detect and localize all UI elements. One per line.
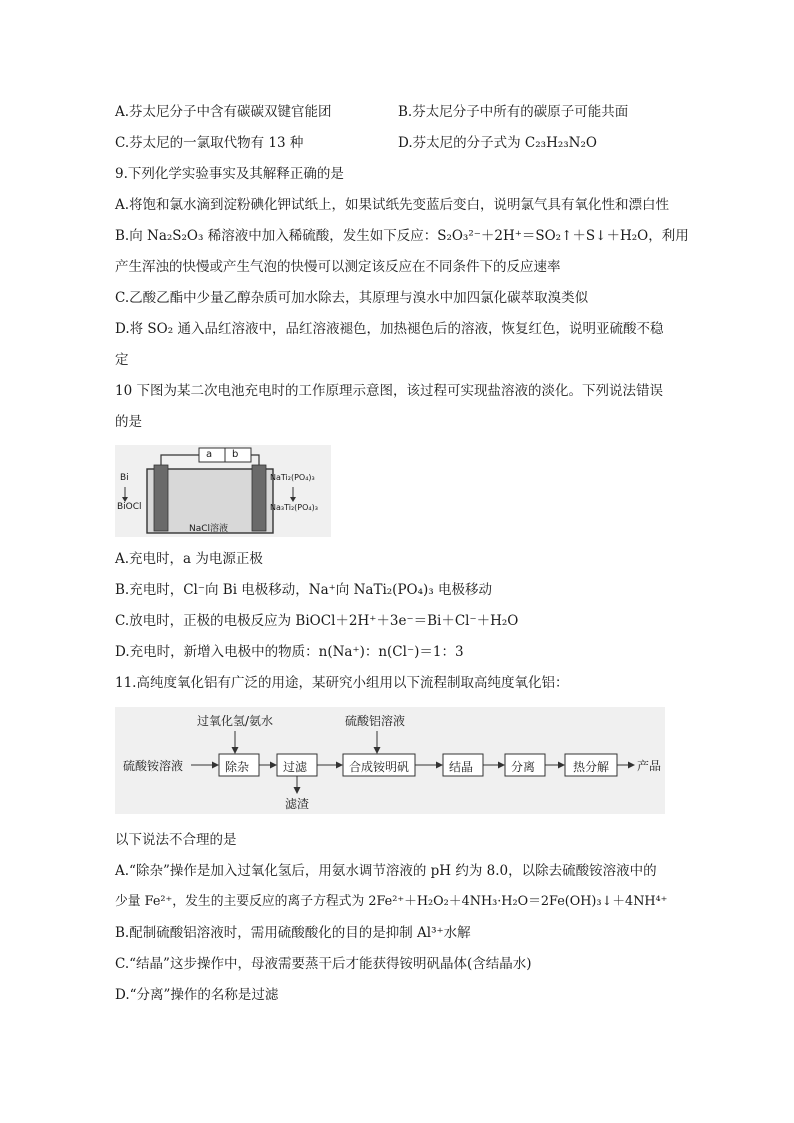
residue-label: 滤渣: [285, 797, 310, 811]
q10-stem-line1: 10 下图为某二次电池充电时的工作原理示意图，该过程可实现盐溶液的淡化。下列说法错误: [115, 383, 663, 399]
box5-label: 分离: [511, 760, 536, 774]
reagent1-label: 过氧化氢/氨水: [197, 714, 274, 728]
reagent2-label: 硫酸铝溶液: [345, 714, 406, 728]
q11-option-b: B.配制硫酸铝溶液时，需用硫酸酸化的目的是抑制 Al³⁺水解: [115, 925, 471, 941]
right-arrow-head: [290, 497, 296, 502]
q9-option-c: C.乙酸乙酯中少量乙醇杂质可加水除去，其原理与溴水中加四氯化碳萃取溴类似: [115, 290, 589, 306]
q9-option-b-line1: B.向 Na₂S₂O₃ 稀溶液中加入稀硫酸，发生如下反应：S₂O₃²⁻＋2H⁺＝SO₂↑＋S↓＋H₂O，利用: [115, 228, 689, 244]
q11-option-c: C.“结晶”这步操作中，母液需要蒸干后才能获得铵明矾晶体(含结晶水): [115, 956, 532, 972]
q8-option-a: A.芬太尼分子中含有碳碳双键官能团: [115, 104, 332, 120]
q10-option-b: B.充电时，Cl⁻向 Bi 电极移动，Na⁺向 NaTi₂(PO₄)₃ 电极移动: [115, 582, 492, 598]
q9-stem: 9.下列化学实验事实及其解释正确的是: [115, 166, 344, 182]
q8-option-d: D.芬太尼的分子式为 C₂₃H₂₃N₂O: [398, 135, 597, 151]
q9-option-d-line2: 定: [115, 352, 129, 368]
na3tipo-label: Na₃Ti₂(PO₄)₃: [270, 503, 318, 512]
flow-diagram: [115, 707, 665, 814]
terminal-b-label: b: [232, 449, 239, 460]
box1-label: 除杂: [225, 760, 250, 774]
q10-option-c: C.放电时，正极的电极反应为 BiOCl＋2H⁺＋3e⁻＝Bi＋Cl⁻＋H₂O: [115, 613, 519, 629]
biocl-label: BiOCl: [117, 502, 142, 512]
bi-electrode: [154, 465, 168, 531]
q8-option-c: C.芬太尼的一氯取代物有 13 种: [115, 135, 304, 151]
q11-stem: 11.高纯度氧化铝有广泛的用途，某研究小组用以下流程制取高纯度氧化铝：: [115, 675, 569, 691]
q11-lead: 以下说法不合理的是: [115, 832, 237, 848]
q11-option-d: D.“分离”操作的名称是过滤: [115, 987, 279, 1003]
q9-option-b-line2: 产生浑浊的快慢或产生气泡的快慢可以测定该反应在不同条件下的反应速率: [115, 259, 561, 275]
nacl-solution-label: NaCl溶液: [189, 524, 229, 534]
q10-stem-line2: 的是: [115, 414, 142, 430]
box6-label: 热分解: [573, 760, 610, 774]
q9-option-a: A.将饱和氯水滴到淀粉碘化钾试纸上，如果试纸先变蓝后变白，说明氯气具有氧化性和漂白性: [115, 197, 670, 213]
q10-option-a: A.充电时，a 为电源正极: [115, 551, 263, 567]
q11-option-a-line1: A.“除杂”操作是加入过氧化氢后，用氨水调节溶液的 pH 约为 8.0，以除去硫酸铵溶液中的: [115, 863, 657, 879]
bi-label: Bi: [120, 473, 129, 483]
box4-label: 结晶: [449, 760, 474, 774]
natipo-electrode: [252, 465, 266, 531]
box2-label: 过滤: [283, 760, 308, 774]
q10-option-d: D.充电时，新增入电极中的物质：n(Na⁺)：n(Cl⁻)＝1：3: [115, 644, 464, 660]
q8-option-b: B.芬太尼分子中所有的碳原子可能共面: [398, 104, 629, 120]
box3-label: 合成铵明矾: [349, 760, 410, 774]
battery-diagram: [115, 445, 331, 537]
start-label: 硫酸铵溶液: [123, 759, 184, 773]
terminal-a-label: a: [206, 449, 213, 460]
q11-option-a-line2: 少量 Fe²⁺，发生的主要反应的离子方程式为 2Fe²⁺＋H₂O₂＋4NH₃·H₂O＝2Fe(OH)₃↓＋4NH⁴⁺: [115, 894, 668, 909]
product-label: 产品: [637, 759, 662, 773]
q9-option-d-line1: D.将 SO₂ 通入品红溶液中，品红溶液褪色，加热褪色后的溶液，恢复红色，说明亚硫酸不稳: [115, 321, 664, 337]
natipo-label: NaTi₂(PO₄)₃: [270, 473, 315, 482]
